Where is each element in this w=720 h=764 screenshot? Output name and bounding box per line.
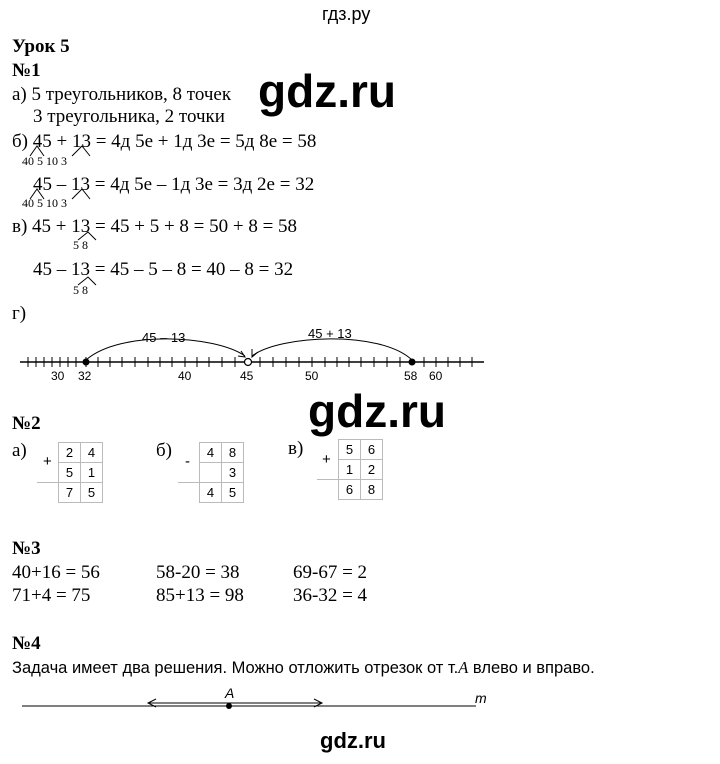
point-a [226, 703, 232, 709]
arc-right [252, 339, 412, 360]
task-3-label: №3 [12, 538, 41, 559]
tick-label: 60 [429, 369, 443, 383]
task-2v-op: + [322, 451, 331, 468]
task-4-label: №4 [12, 633, 41, 654]
task-1g-label: г) [12, 303, 27, 324]
task-2a-grid: 2 4 5 1 7 5 [37, 442, 103, 503]
task-2v-grid: 5 6 1 2 6 8 [317, 439, 383, 500]
task-1a-line2: 3 треугольника, 2 точки [33, 106, 225, 127]
site-footer: gdz.ru [320, 728, 386, 753]
point-a-label: A [225, 685, 235, 701]
task-3-cell: 69-67 = 2 [293, 562, 368, 583]
task-1v-line1: в) 45 + 13 = 45 + 5 + 8 = 50 + 8 = 58 [12, 216, 298, 237]
watermark: gdz.ru [258, 65, 396, 117]
line-m-label: m [475, 690, 487, 706]
watermark: gdz.ru [308, 385, 446, 437]
task-3-cell: 36-32 = 4 [293, 585, 368, 606]
point-45 [245, 359, 252, 366]
task-3-cell: 40+16 = 56 [12, 562, 100, 583]
task-1b-line1: б) 45 + 13 = 4д 5е + 1д 3е = 5д 8е = 58 [12, 131, 317, 152]
task-1v-split1: 5 8 [73, 238, 88, 252]
tick-label: 40 [178, 369, 192, 383]
arc-left-label: 45 – 13 [142, 330, 186, 345]
task-2-label: №2 [12, 413, 41, 434]
tick-label: 58 [404, 369, 418, 383]
task-1v-split2: 5 8 [73, 283, 88, 297]
tick-label: 45 [240, 369, 254, 383]
task-2b-op: - [185, 453, 190, 470]
task-1b-line2: 45 – 13 = 4д 5е – 1д 3е = 3д 2е = 32 [33, 174, 315, 195]
task-3-cell: 71+4 = 75 [12, 585, 91, 606]
task-2b-grid: 4 8 3 4 5 [178, 442, 244, 503]
task-2v-label: в) [288, 438, 304, 459]
task-1v-line2: 45 – 13 = 45 – 5 – 8 = 40 – 8 = 32 [33, 259, 294, 280]
tick-label: 32 [78, 369, 92, 383]
task-3-cell: 58-20 = 38 [156, 562, 240, 583]
lesson-title: Урок 5 [12, 36, 70, 57]
tick-label: 30 [51, 369, 65, 383]
tick-label: 50 [305, 369, 319, 383]
task-2a-op: + [43, 453, 52, 470]
site-header: гдз.ру [322, 4, 371, 24]
task-2a-label: а) [12, 440, 27, 461]
task-2b-label: б) [156, 440, 172, 461]
task-4-text: Задача имеет два решения. Можно отложить отрезок от т.A влево и вправо. [12, 658, 595, 677]
task-3-cell: 85+13 = 98 [156, 585, 244, 606]
task-1-label: №1 [12, 60, 41, 81]
task-1b-split2: 40 5 10 3 [22, 196, 67, 210]
arc-right-label: 45 + 13 [308, 326, 352, 341]
split-marks [30, 146, 96, 285]
task-1b-split1: 40 5 10 3 [22, 154, 67, 168]
task-1a-line1: а) 5 треугольников, 8 точек [12, 84, 232, 105]
